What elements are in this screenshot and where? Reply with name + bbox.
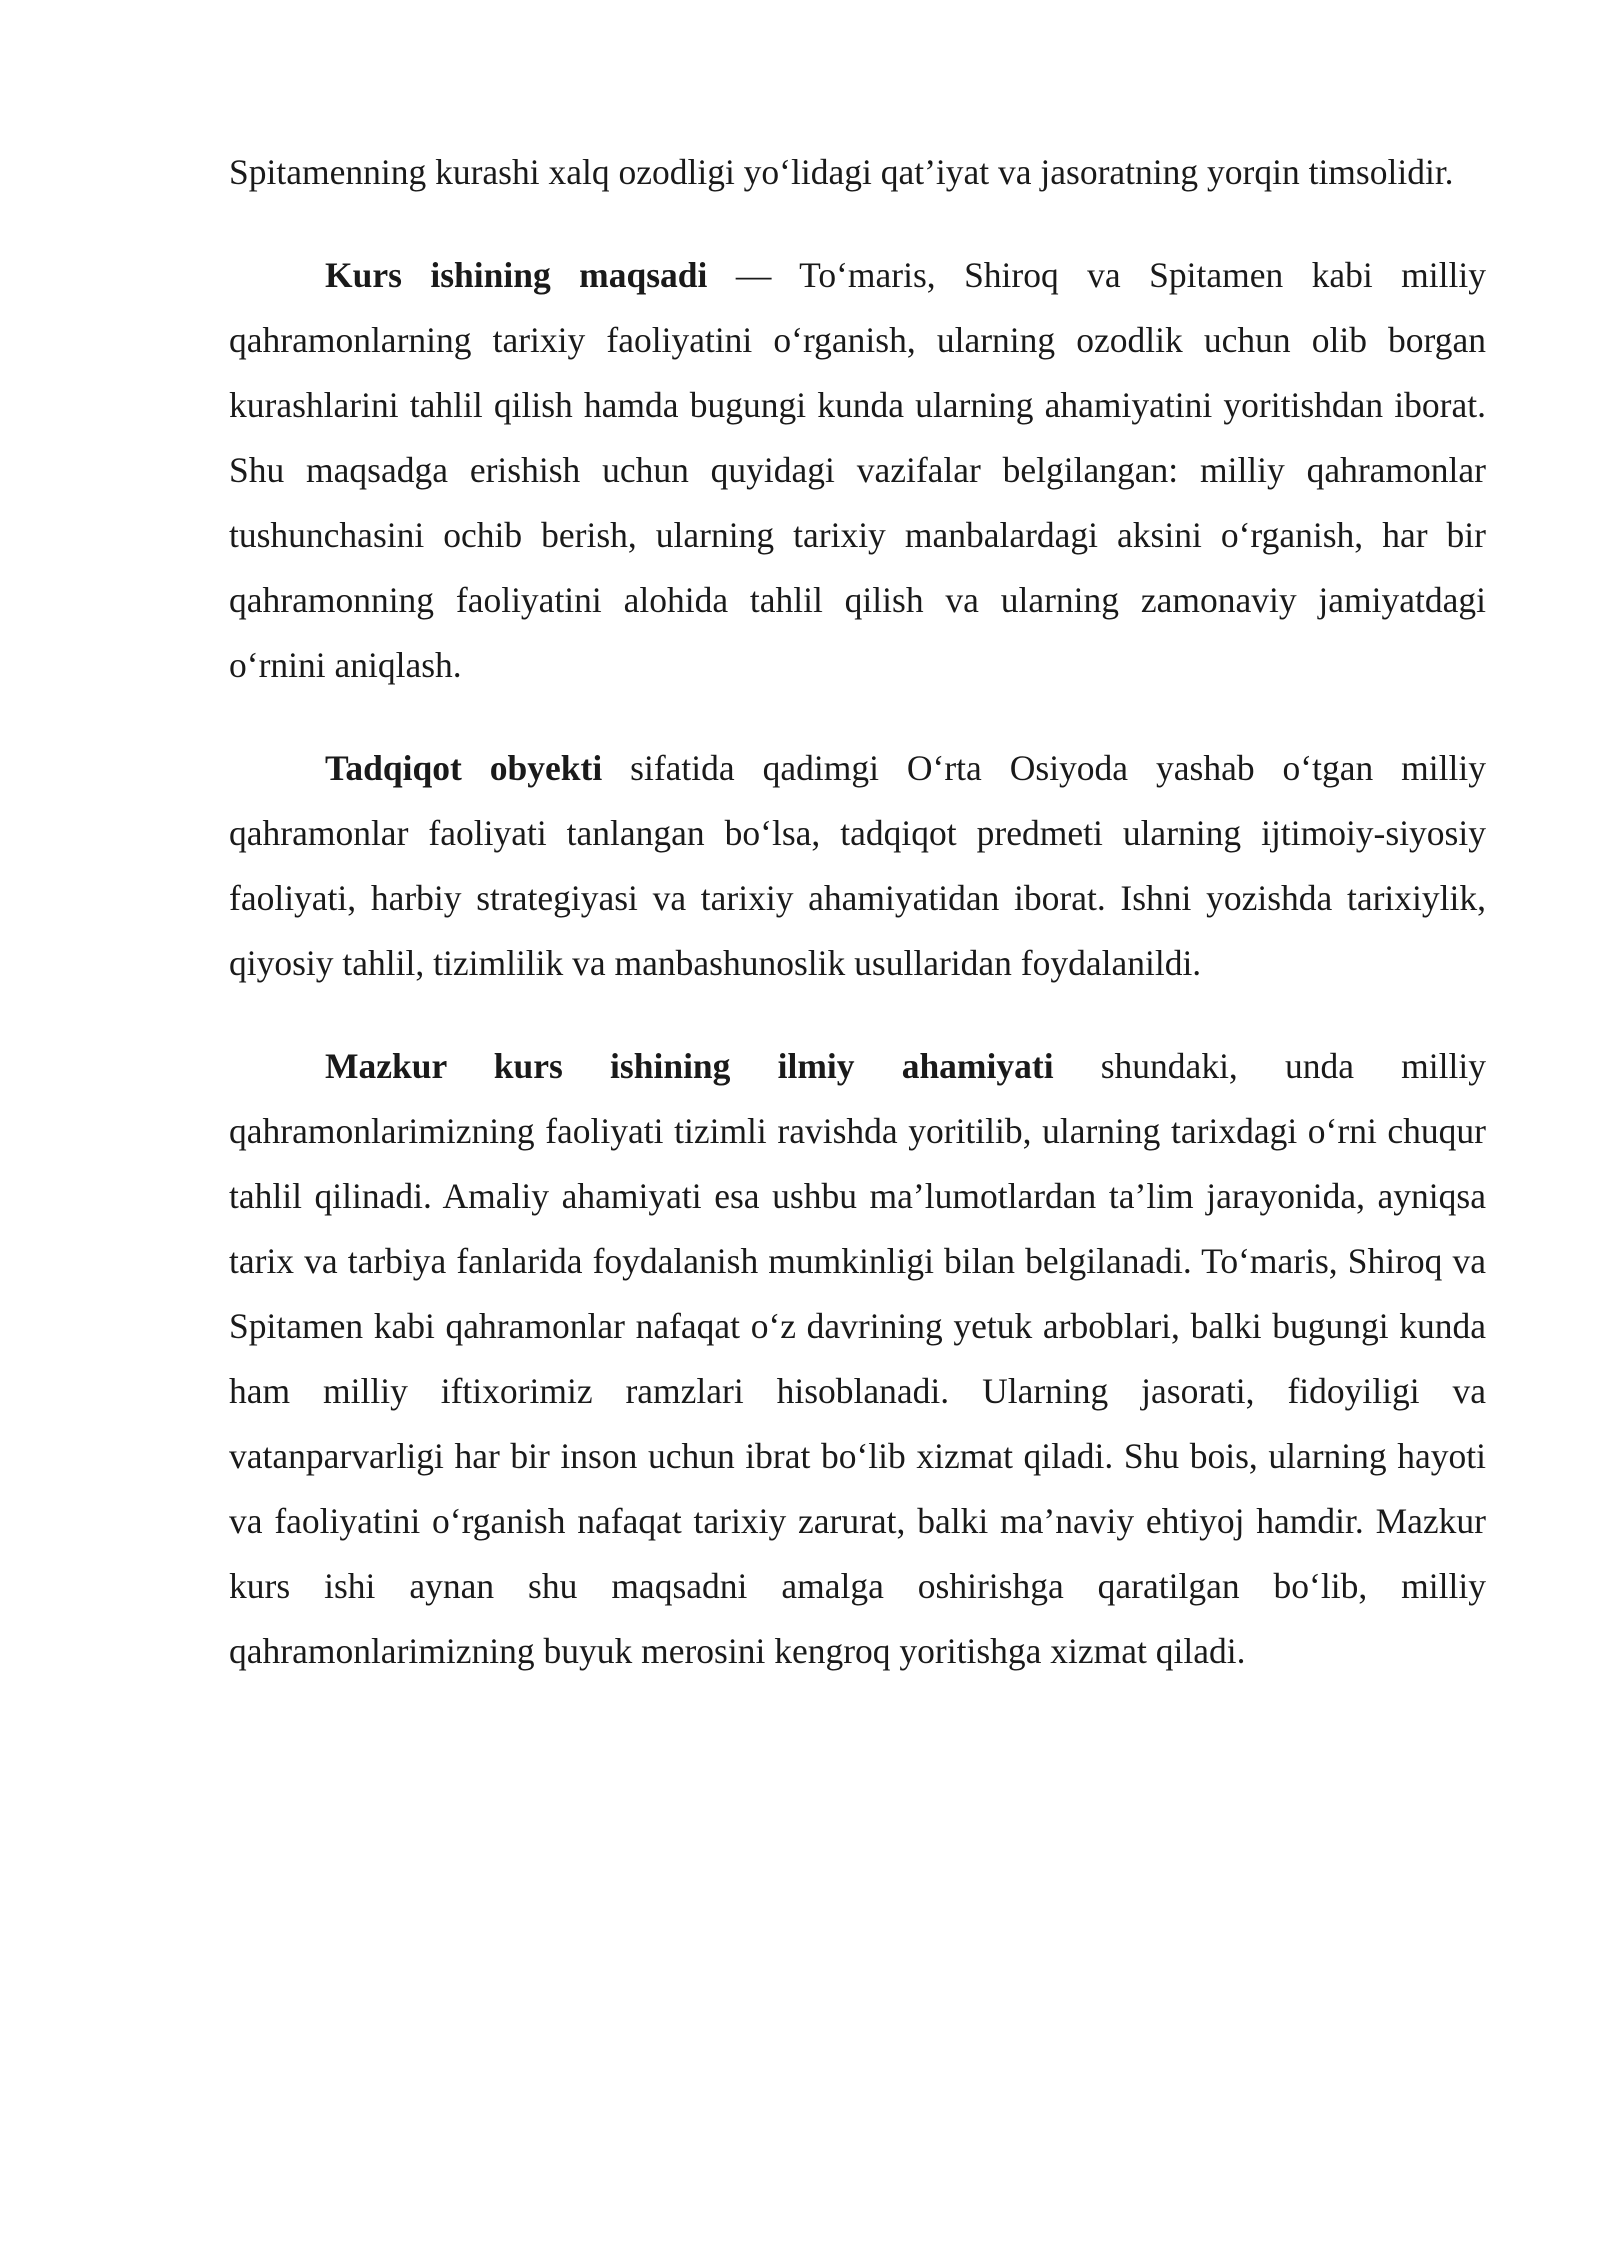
paragraph-course-goal	[229, 243, 1486, 698]
paragraph-spitamen-conclusion	[229, 140, 1486, 205]
paragraph-text: — To‘maris, Shiroq va Spitamen kabi milliy qahramonlarning tarixiy faoliyatini o‘rganish, ularning ozodlik uchun olib borgan kurashlarini tahlil qilish hamda bugungi kunda ularning ahamiyatini yoritishdan iborat. Shu maqsadga erishish uchun quyidagi vazifalar belgilangan: milliy qahramonlar tushunchasini ochib berish, ularning tarixiy manbalardagi aksini o‘rganish, har bir qahramonning faoliyatini alohida tahlil qilish va ularning zamonaviy jamiyatdagi o‘rnini aniqlash.	[229, 255, 1486, 685]
paragraph-lead-bold: Kurs ishining maqsadi	[325, 255, 708, 295]
paragraph-text: Spitamenning kurashi xalq ozodligi yo‘lidagi qat’iyat va jasoratning yorqin timsolidir.	[229, 152, 1454, 192]
paragraph-text: shundaki, unda milliy qahramonlarimizning faoliyati tizimli ravishda yoritilib, ularning tarixdagi o‘rni chuqur tahlil qilinadi. Amaliy ahamiyati esa ushbu ma’lumotlardan ta’lim jarayonida, ayniqsa tarix va tarbiya fanlarida foydalanish mumkinligi bilan belgilanadi. To‘maris, Shiroq va Spitamen kabi qahramonlar nafaqat o‘z davrining yetuk arboblari, balki bugungi kunda ham milliy iftixorimiz ramzlari hisoblanadi. Ularning jasorati, fidoyiligi va vatanparvarligi har bir inson uchun ibrat bo‘lib xizmat qiladi. Shu bois, ularning hayoti va faoliyatini o‘rganish nafaqat tarixiy zarurat, balki ma’naviy ehtiyoj hamdir. Mazkur kurs ishi aynan shu maqsadni amalga oshirishga qaratilgan bo‘lib, milliy qahramonlarimizning buyuk merosini kengroq yoritishga xizmat qiladi.	[229, 1046, 1486, 1671]
paragraph-research-object	[229, 736, 1486, 996]
paragraph-scientific-significance	[229, 1034, 1486, 1684]
paragraph-text: sifatida qadimgi O‘rta Osiyoda yashab o‘tgan milliy qahramonlar faoliyati tanlangan bo‘lsa, tadqiqot predmeti ularning ijtimoiy-siyosiy faoliyati, harbiy strategiyasi va tarixiy ahamiyatidan iborat. Ishni yozishda tarixiylik, qiyosiy tahlil, tizimlilik va manbashunoslik usullaridan foydalanildi.	[229, 748, 1486, 983]
paragraph-lead-bold: Mazkur kurs ishining ilmiy ahamiyati	[325, 1046, 1054, 1086]
paragraph-lead-bold: Tadqiqot obyekti	[325, 748, 603, 788]
document-page	[229, 140, 1486, 1722]
